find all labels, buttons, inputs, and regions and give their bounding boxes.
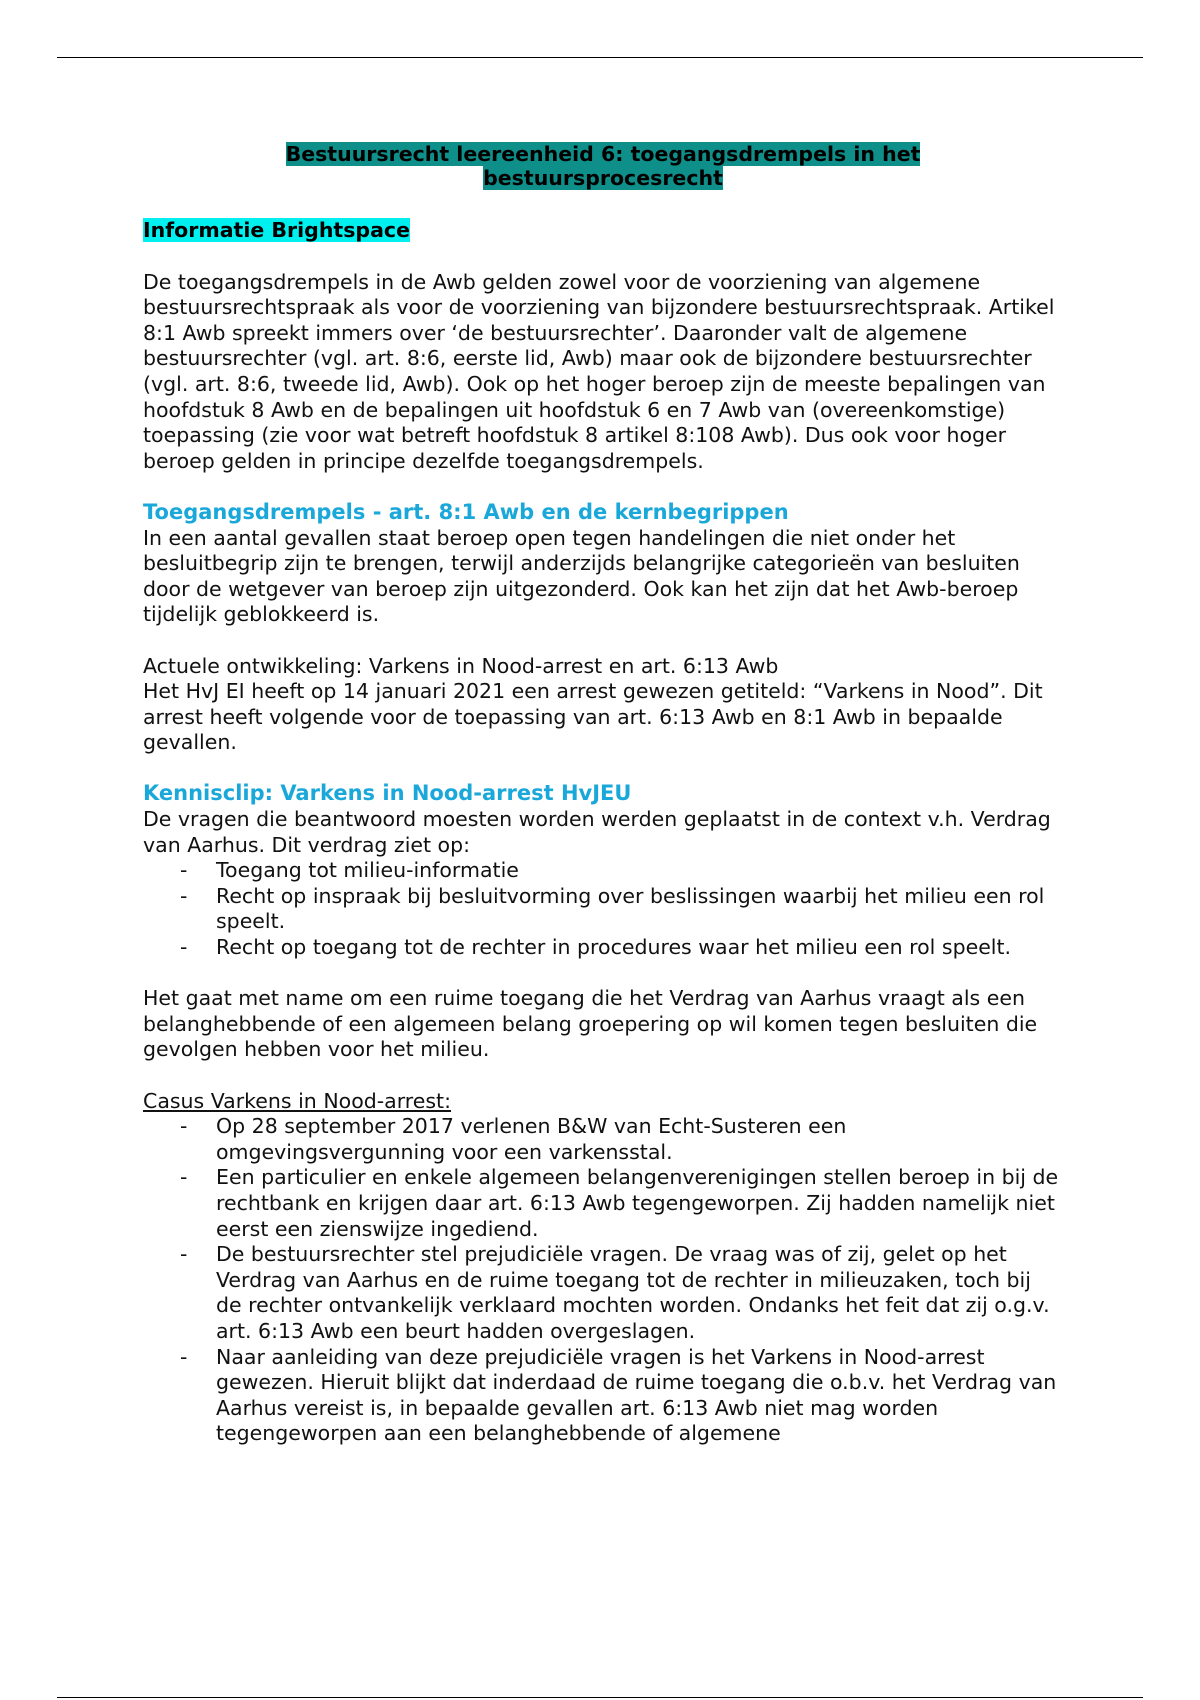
aarhus-list (143, 858, 1063, 960)
page-title (143, 142, 1063, 190)
page-bottom-rule (57, 1697, 1143, 1698)
info-heading-text: Informatie Brightspace (143, 218, 410, 242)
section-paragraph-aarhus-toegang: Het gaat met name om een ruime toegang die het Verdrag van Aarhus vraagt als een belanghebbende of een algemeen belang groepering op wil komen tegen besluiten die gevolgen hebben voor het milieu. (143, 986, 1038, 1062)
info-heading (143, 218, 1063, 244)
page-title-line-2: bestuursprocesrecht (483, 166, 723, 190)
list-item: - De bestuursrechter stel prejudiciële vragen. De vraag was of zij, gelet op het Verdrag van Aarhus en de ruime toegang tot de rechter in milieuzaken, toch bij de rechter ontvankelijk verklaard mochten worden. Ondanks het feit dat zij o.g.v. art. 6:13 Awb een beurt hadden overgeslagen. (216, 1242, 1063, 1344)
spacer (143, 756, 1063, 782)
page-top-rule (57, 57, 1143, 58)
intro-paragraph: De toegangsdrempels in de Awb gelden zowel voor de voorziening van algemene bestuursrechtspraak als voor de voorziening van bijzondere bestuursrechtspraak. Artikel 8:1 Awb spreekt immers over ‘de bestuursrechter’. Daaronder valt de algemene bestuursrechter (vgl. art. 8:6, eerste lid, Awb) maar ook de bijzondere bestuursrechter (vgl. art. 8:6, tweede lid, Awb). Ook op het hoger beroep zijn de meeste bepalingen van hoofdstuk 8 Awb en de bepalingen uit hoofdstuk 6 en 7 Awb van (overeenkomstige) toepassing (zie voor wat betreft hoofdstuk 8 artikel 8:108 Awb). Dus ook voor hoger beroep gelden in principe dezelfde toegangsdrempels. (143, 269, 1055, 473)
actueel-line: Actuele ontwikkeling: Varkens in Nood-arrest en art. 6:13 Awb (143, 653, 779, 678)
list-item: - Naar aanleiding van deze prejudiciële vragen is het Varkens in Nood-arrest gewezen. Hieruit blijkt dat inderdaad de ruime toegang die o.b.v. het Verdrag van Aarhus vereist is, in bepaalde gevallen art. 6:13 Awb niet mag worden tegengeworpen aan een belanghebbende of algemene (216, 1345, 1063, 1447)
list-item: - Toegang tot milieu-informatie (216, 858, 1063, 884)
spacer (143, 961, 1063, 987)
section-paragraph-kennisclip: De vragen die beantwoord moesten worden werden geplaatst in de context v.h. Verdrag van Aarhus. Dit verdrag ziet op: (143, 807, 1051, 857)
casus-heading: Casus Varkens in Nood-arrest: (143, 1088, 451, 1113)
spacer (143, 1063, 1063, 1089)
list-item: - Recht op inspraak bij besluitvorming over beslissingen waarbij het milieu een rol speelt. (216, 884, 1063, 935)
section-heading-kennisclip: Kennisclip: Varkens in Nood-arrest HvJEU (143, 781, 632, 806)
actueel-paragraph: Het HvJ EI heeft op 14 januari 2021 een arrest gewezen getiteld: “Varkens in Nood”. Dit arrest heeft volgende voor de toepassing van art. 6:13 Awb en 8:1 Awb in bepaalde gevallen. (143, 679, 1043, 755)
section-paragraph-toegangsdrempels: In een aantal gevallen staat beroep open tegen handelingen die niet onder het besluitbegrip zijn te brengen, terwijl anderzijds belangrijke categorieën van besluiten door de wetgever van beroep zijn uitgezonderd. Ook kan het zijn dat het Awb-beroep tijdelijk geblokkeerd is. (143, 525, 1020, 627)
spacer (143, 628, 1063, 654)
list-item: - Op 28 september 2017 verlenen B&W van Echt-Susteren een omgevingsvergunning voor een varkensstal. (216, 1114, 1063, 1165)
page-title-line-1: Bestuursrecht leereenheid 6: toegangsdrempels in het (285, 142, 921, 166)
document-body (143, 142, 1063, 1447)
spacer (143, 474, 1063, 500)
casus-list (143, 1114, 1063, 1447)
section-heading-toegangsdrempels: Toegangsdrempels - art. 8:1 Awb en de kernbegrippen (143, 499, 789, 524)
list-item: - Recht op toegang tot de rechter in procedures waar het milieu een rol speelt. (216, 935, 1063, 961)
list-item: - Een particulier en enkele algemeen belangenverenigingen stellen beroep in bij de rechtbank en krijgen daar art. 6:13 Awb tegengeworpen. Zij hadden namelijk niet eerst een zienswijze ingediend. (216, 1165, 1063, 1242)
